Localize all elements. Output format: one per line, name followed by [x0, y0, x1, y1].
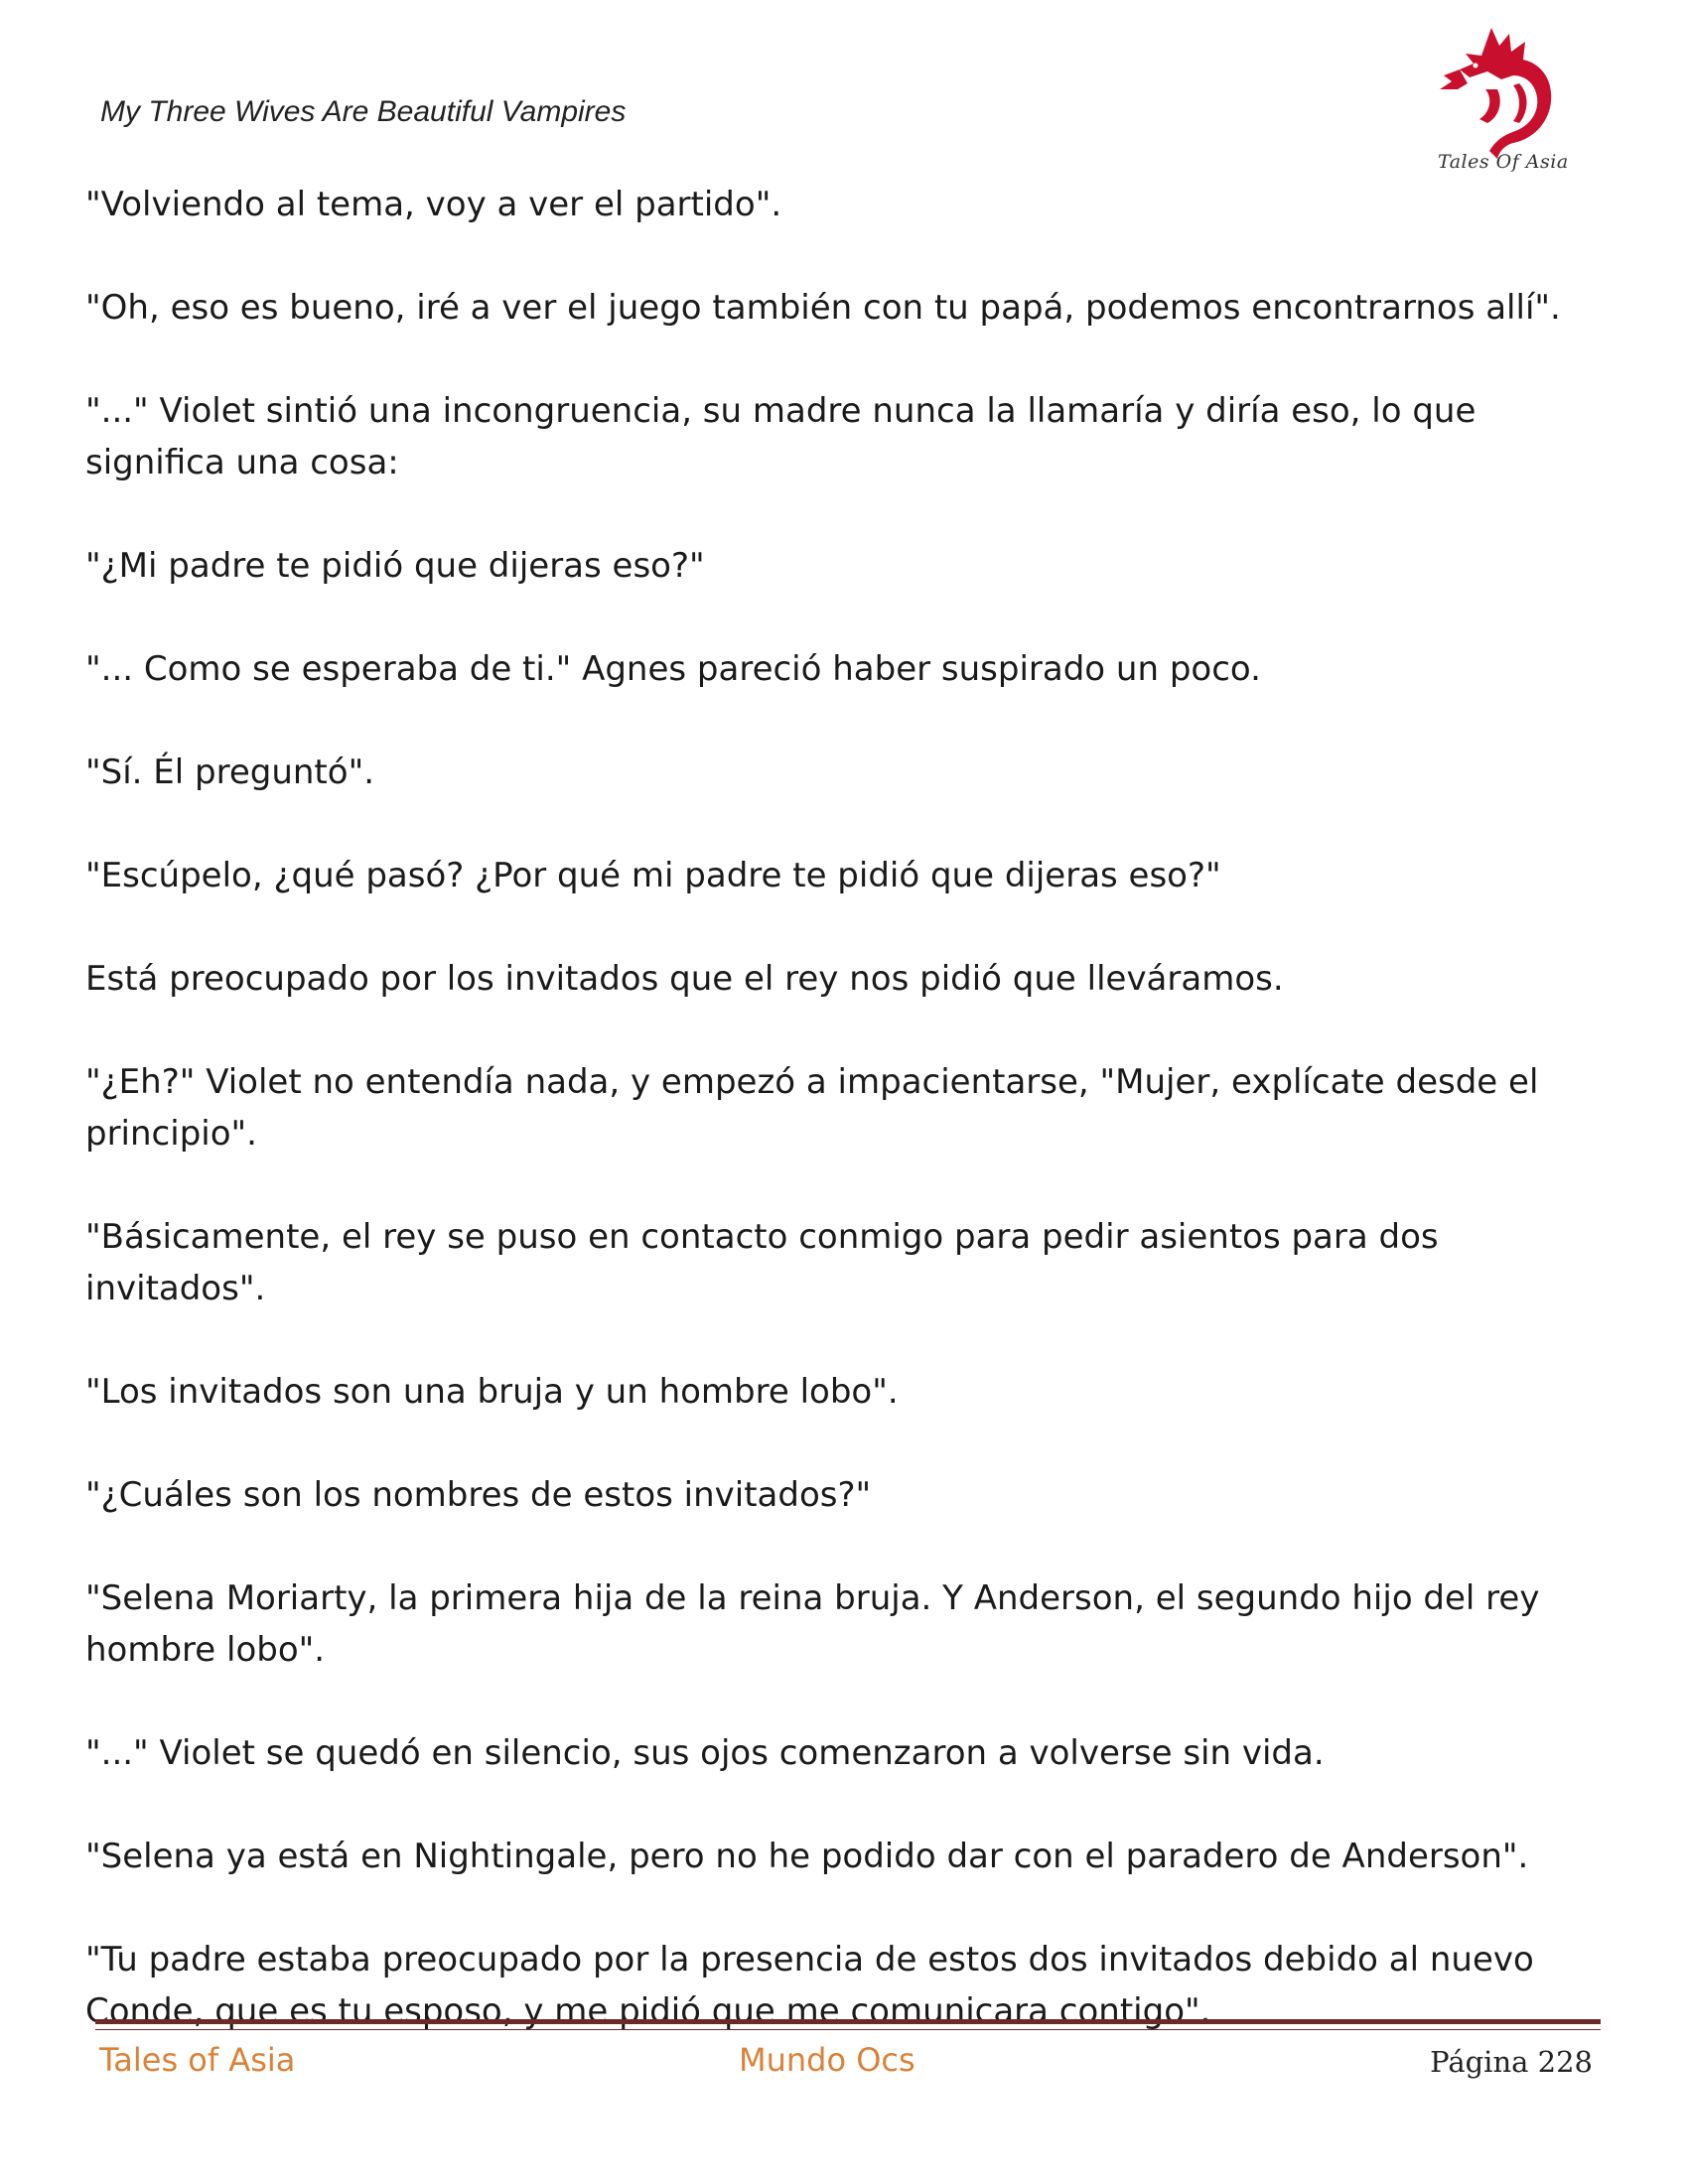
paragraph: "¿Mi padre te pidió que dijeras eso?"	[85, 546, 705, 586]
book-title: My Three Wives Are Beautiful Vampires	[100, 95, 627, 128]
footer-section-name: Mundo Ocs	[739, 2041, 915, 2079]
paragraph: "Escúpelo, ¿qué pasó? ¿Por qué mi padre te pidió que dijeras eso?"	[85, 856, 1221, 895]
footer-divider-thick	[95, 2019, 1601, 2024]
paragraph: "Oh, eso es bueno, iré a ver el juego también con tu papá, podemos encontrarnos allí".	[85, 288, 1561, 328]
paragraph: "..." Violet se quedó en silencio, sus ojos comenzaron a volverse sin vida.	[85, 1733, 1325, 1773]
page-body	[85, 179, 1575, 2037]
paragraph: "Volviendo al tema, voy a ver el partido".	[85, 185, 782, 224]
footer-site-name: Tales of Asia	[99, 2041, 296, 2079]
paragraph: "Selena Moriarty, la primera hija de la reina bruja. Y Anderson, el segundo hijo del rey hombre lobo".	[85, 1578, 1540, 1670]
footer-divider-thin	[95, 2029, 1601, 2030]
paragraph: "Selena ya está en Nightingale, pero no he podido dar con el paradero de Anderson".	[85, 1837, 1529, 1876]
paragraph: "¿Cuáles son los nombres de estos invitados?"	[85, 1475, 872, 1515]
paragraph: "Sí. Él preguntó".	[85, 752, 375, 792]
page-number: Página 228	[1430, 2045, 1593, 2079]
paragraph: "Básicamente, el rey se puso en contacto conmigo para pedir asientos para dos invitados".	[85, 1217, 1439, 1308]
paragraph: "¿Eh?" Violet no entendía nada, y empezó a impacientarse, "Mujer, explícate desde el principio".	[85, 1062, 1539, 1154]
paragraph-last-line2: Conde, que es tu esposo, y me pidió que me comunicara contigo".	[85, 1991, 1211, 2031]
paragraph: "..." Violet sintió una incongruencia, su madre nunca la llamaría y diría eso, lo que significa una cosa:	[85, 391, 1477, 482]
paragraph: "Los invitados son una bruja y un hombre lobo".	[85, 1372, 899, 1412]
paragraph: "... Como se esperaba de ti." Agnes pareció haber suspirado un poco.	[85, 649, 1261, 689]
paragraph: Está preocupado por los invitados que el rey nos pidió que lleváramos.	[85, 959, 1284, 999]
logo-text: Tales Of Asia	[1438, 151, 1569, 173]
paragraph-last-line1: "Tu padre estaba preocupado por la presencia de estos dos invitados debido al nuevo	[85, 1940, 1534, 1979]
